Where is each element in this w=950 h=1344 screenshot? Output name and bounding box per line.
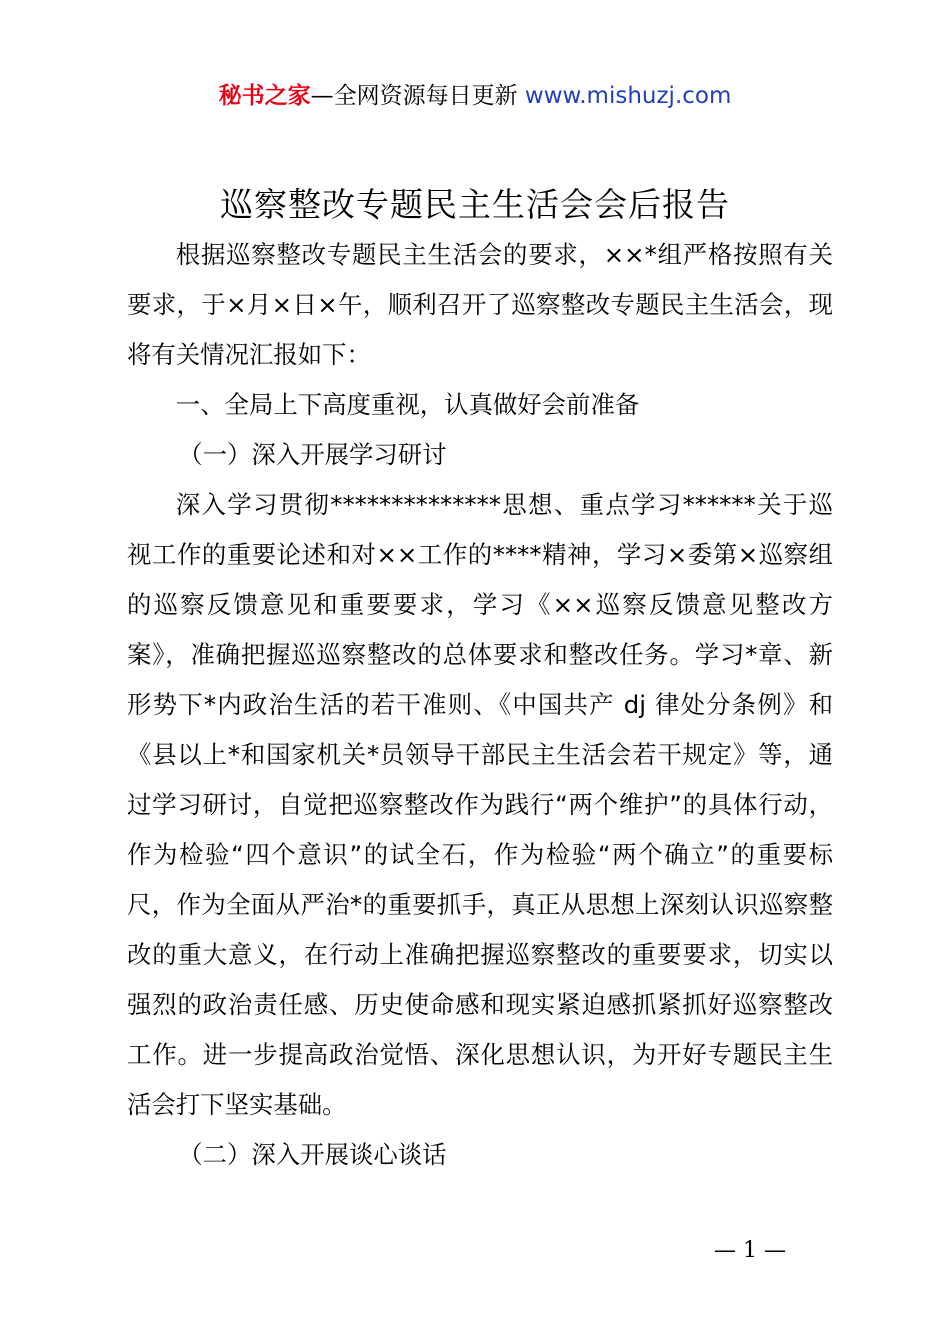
document-title: 巡察整改专题民主生活会会后报告 xyxy=(220,185,730,224)
intro-paragraph: 根据巡察整改专题民主生活会的要求，××*组严格按照有关要求，于×月×日×午，顺利召开了巡察整改专题民主生活会，现将有关情况汇报如下： xyxy=(127,240,833,369)
page-number: — 1 — xyxy=(714,1238,786,1263)
subsection-heading-1: （一）深入开展学习研讨 xyxy=(178,440,447,469)
header-slogan: —全网资源每日更新 xyxy=(310,83,525,109)
brand-name: 秘书之家 xyxy=(218,83,311,109)
document-body xyxy=(127,230,833,1180)
section-heading-1: 一、全局上下高度重视，认真做好会前准备 xyxy=(175,390,640,419)
site-url-link[interactable]: www.mishuzj.com xyxy=(524,83,732,109)
subsection-1-paragraph: 深入学习贯彻**************思想、重点学习******关于巡视工作的重要论述和对××工作的****精神，学习×委第×巡察组的巡察反馈意见和重要要求，学习《××巡察反馈意见整改方案》，准确把握巡巡察整改的总体要求和整改任务。学习*章、新形势下*内政治生活的若干准则、《中国共产 dj 律处分条例》和《县以上*和国家机关*员领导干部民主生活会若干规定》等，通过学习研讨，自觉把巡察整改作为践行“两个维护”的具体行动，作为检验“四个意识”的试全石，作为检验“两个确立”的重要标尺，作为全面从严治*的重要抓手，真正从思想上深刻认识巡察整改的重大意义，在行动上准确把握巡察整改的重要要求，切实以强烈的政治责任感、历史使命感和现实紧迫感抓紧抓好巡察整改工作。进一步提高政治觉悟、深化思想认识，为开好专题民主生活会打下坚实基础。 xyxy=(127,490,833,1119)
subsection-heading-2: （二）深入开展谈心谈话 xyxy=(178,1140,447,1169)
site-header xyxy=(0,80,950,112)
